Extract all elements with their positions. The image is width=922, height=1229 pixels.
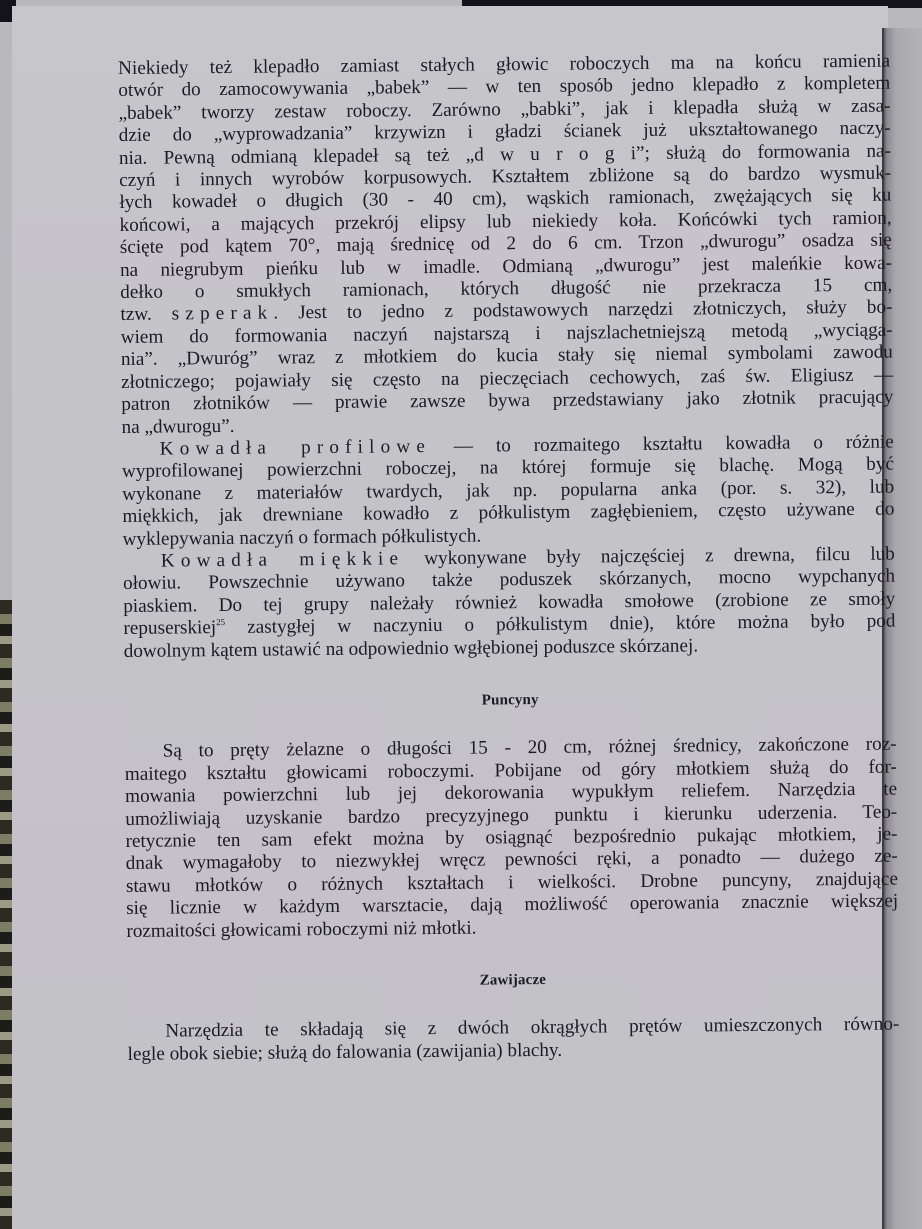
spaced-term-kowadla-miekkie: Kowadła miękkie	[160, 548, 405, 572]
text-line: łych kowadeł o długich (30 - 40 cm), wąskich ramionach, zwężających się ku	[119, 185, 892, 214]
text-line: rozmaitości głowicami roboczymi niż młotki.	[126, 917, 477, 942]
text-line: stawu młotków o różnych kształtach i wielkości. Drobne puncyny, znajdujące	[125, 868, 899, 897]
spaced-term-dwurogi: „d w u r o g i”	[465, 142, 645, 166]
text-line: złotniczego; pojawiały się często na pieczęciach cechowych, zaś św. Eligiusz —	[121, 364, 894, 393]
text-line: ścięte pod kątem 70°, mają średnicę od 2 do 6 cm. Trzon „dwurogu” osadza się	[119, 229, 892, 259]
text-line: się licznie w każdym warsztacie, dają możliwość operowania znacznie większej	[126, 890, 899, 920]
text-line: „babek” tworzy zestaw roboczy. Zarówno „babki”, jak i klepadła służą w zasa-	[118, 95, 891, 124]
text-line: na „dwurogu”.	[121, 415, 235, 438]
paragraph-kowadla-profilowe	[122, 431, 895, 550]
paragraph-klepadla	[118, 51, 894, 439]
text-line: legle obok siebie; służą do falowania (zawijania) blachy.	[127, 1039, 563, 1065]
text-line: wyprofilowanej powierzchni roboczej, na której formuje się blachę. Mogą być	[121, 453, 895, 483]
text-line: retycznie ten sam efekt można by osiągnąć bezpośrednio pukając młotkiem, je-	[125, 823, 898, 852]
text-fragment: wykonywane były najczęściej z drewna, filcu lub	[404, 543, 895, 570]
text-fragment: tzw.	[120, 304, 152, 326]
text-line: otwór do zamocowywania „babek” — w ten sposób jedno klepadło z kompletem	[118, 72, 891, 102]
text-line: wykonane z materiałów twardych, jak np. popularna anka (por. s. 32), lub	[122, 476, 895, 505]
text-line: nia”. „Dwuróg” wraz z młotkiem do kucia stały się niemal symbolami zawodu	[120, 341, 893, 371]
paragraph-zawijacze	[127, 1014, 899, 1066]
section-heading-zawijacze: Zawijacze	[479, 971, 547, 989]
text-line: maitego kształtu głowicami roboczymi. Pobijane od góry młotkiem służą do for-	[124, 756, 897, 785]
text-fragment: repuserskiej	[123, 617, 217, 640]
text-fragment: . Jest to jedno z podstawowych narzędzi złotniczych, służy bo-	[273, 297, 893, 324]
text-line: Narzędzia te składają się z dwóch okrągłych prętów umieszczonych równo-	[165, 1013, 900, 1043]
text-line: dowolnym kątem ustawić na odpowiednio wgłębionej poduszce skórzanej.	[123, 635, 699, 662]
footnote-ref: 25	[216, 617, 226, 628]
text-fragment: — to rozmaitego kształtu kowadła o różnie	[430, 431, 894, 457]
text-line: mowania powierzchni lub jej dekorowania wypukłym reliefem. Narzędzia te	[124, 778, 898, 808]
text-line: czyń i innych wyrobów korpusowych. Kształtem zbliżone są do bardzo wysmuk-	[119, 162, 892, 192]
text-line: piaskiem. Do tej grupy należały również kowadła smołowe (zrobione ze smoły	[123, 588, 896, 617]
text-line: końcowi, a mających przekrój elipsy lub niekiedy koła. Końcówki tych ramion,	[119, 207, 892, 236]
text-line: umożliwiają uzyskanie bardzo precyzyjnego punktu i kierunku uderzenia. Teo-	[125, 801, 898, 830]
text-line: wyklepywania naczyń o formach półkulistych.	[122, 525, 482, 550]
text-fragment: ; służą do formowania na-	[644, 140, 892, 164]
text-line: Niekiedy też klepadło zamiast stałych głowic roboczych ma na końcu ramienia	[118, 50, 891, 79]
text-line: patron złotników — prawie zawsze bywa przedstawiany jako złotnik pracujący	[121, 386, 894, 416]
text-line: ołowiu. Powszechnie używano także poduszek skórzanych, mocno wypchanych	[122, 565, 896, 595]
paragraph-kowadla-miekkie	[123, 544, 896, 663]
spaced-term-kowadla-profilowe: Kowadła profilowe	[159, 435, 432, 460]
text-fragment: nia. Pewną odmianą klepadeł są też	[118, 144, 450, 169]
fabric-texture-edge	[0, 600, 12, 1229]
section-heading-puncyny: Puncyny	[481, 691, 539, 709]
paragraph-puncyny	[125, 734, 899, 943]
page-text	[118, 51, 900, 1067]
text-line: dzie do „wyprowadzania” krzywizn i gładzi ścianek już ukształtowanego naczy-	[118, 117, 891, 147]
text-line: Są to pręty żelazne o długości 15 - 20 cm, różnej średnicy, zakończone roz-	[162, 733, 897, 762]
text-line: na niegrubym pieńku lub w imadle. Odmianą „dwurogu” jest maleńkie kowa-	[119, 252, 893, 281]
text-line: dnak wymagałoby to niezwykłej wręcz pewności ręki, a ponadto — dużego ze-	[125, 845, 898, 875]
text-line: dełko o smukłych ramionach, których długość nie przekracza 15 cm,	[120, 274, 893, 304]
text-line: miękkich, jak drewniane kowadło z półkulistym zagłębieniem, często używane do	[122, 498, 895, 528]
spaced-term-szperak: szperak	[171, 302, 274, 325]
text-fragment: zastygłej w naczyniu o półkulistym dnie), które można było pod	[225, 610, 896, 639]
text-line: wiem do formowania naczyń najstarszą i najszlachetniejszą metodą „wyciąga-	[120, 319, 893, 348]
